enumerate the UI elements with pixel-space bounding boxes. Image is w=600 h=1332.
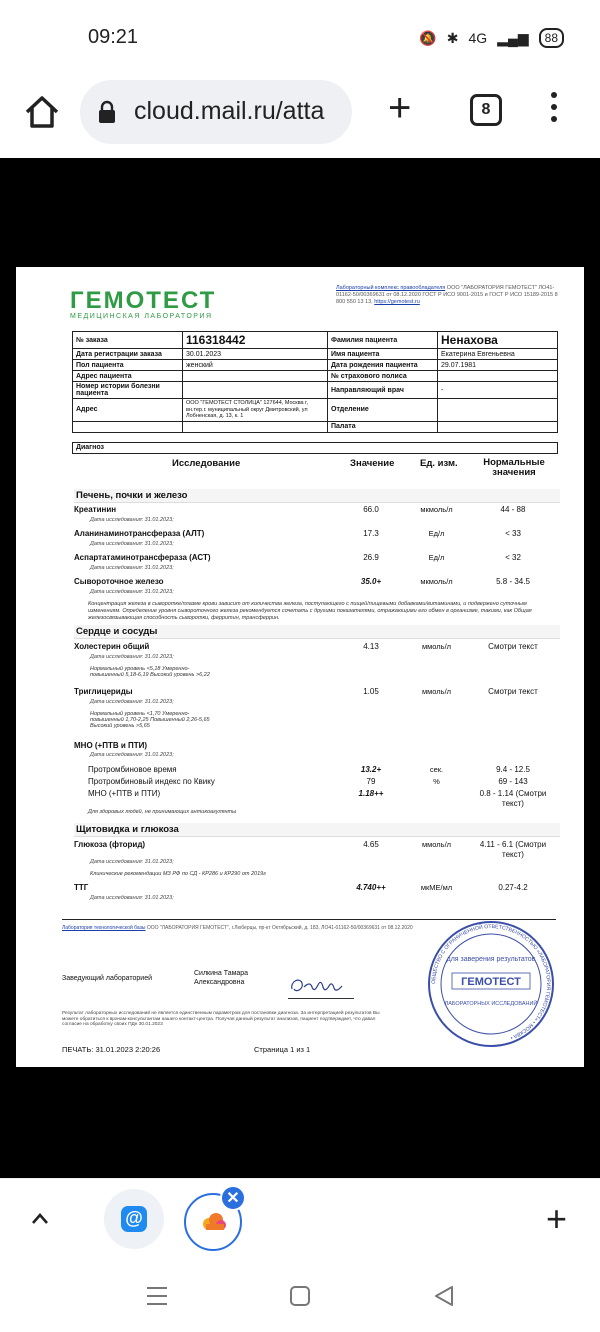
test-value-flagged: 1.18++ xyxy=(358,789,384,798)
test-name: Сывороточное железо xyxy=(74,577,164,586)
close-icon[interactable]: ✕ xyxy=(220,1185,246,1211)
test-date: Дата исследования: 31.01.2023; xyxy=(90,541,174,547)
test-value: 17.3 xyxy=(363,529,379,538)
test-unit: мкМЕ/мл xyxy=(420,883,453,892)
add-button[interactable]: + xyxy=(546,1198,568,1239)
print-date: ПЕЧАТЬ: 31.01.2023 2:20:26 xyxy=(62,1045,161,1054)
test-norm: < 32 xyxy=(505,553,521,562)
test-unit: Ед/л xyxy=(428,553,445,562)
test-value: 4.13 xyxy=(363,642,379,651)
head-label: Заведующий лабораторией xyxy=(62,975,152,982)
lab-stamp xyxy=(426,919,556,1049)
test-date: Дата исследования: 31.01.2023; xyxy=(90,859,174,865)
test-value-flagged: 35.0+ xyxy=(360,577,382,586)
svg-text:ГЕМОТЕСТ: ГЕМОТЕСТ xyxy=(461,976,521,988)
tab-switcher-button[interactable]: 8 xyxy=(470,94,502,126)
test-name: Аланинаминотрансфераза (АЛТ) xyxy=(74,529,205,538)
svg-text:для заверения результатов: для заверения результатов xyxy=(446,956,536,963)
test-name: ТТГ xyxy=(74,883,89,892)
test-unit: Ед/л xyxy=(428,529,445,538)
test-norm: 9.4 - 12.5 xyxy=(496,765,530,774)
back-icon[interactable] xyxy=(432,1284,456,1308)
test-date: Дата исследования: 31.01.2023; xyxy=(90,589,174,595)
mute-icon: 🔕 xyxy=(419,29,437,46)
test-value: 1.05 xyxy=(363,687,379,696)
test-unit: сек. xyxy=(429,765,444,774)
test-unit: ммоль/л xyxy=(421,840,452,849)
head-name: Силкина Тамара Александровна xyxy=(194,970,249,986)
chol-reference: Нормальный уровень <5,18 Умеренно-повышенный 5,18-6,19 Высокий уровень >6,22 xyxy=(90,666,210,678)
home-icon[interactable] xyxy=(22,92,62,132)
chevron-up-icon[interactable] xyxy=(30,1209,50,1229)
test-name: Протромбиновое время xyxy=(88,765,177,774)
lab-report-page xyxy=(16,267,584,1067)
col-study: Исследование xyxy=(172,458,241,469)
test-date: Дата исследования: 31.01.2023; xyxy=(90,654,174,660)
test-value: 26.9 xyxy=(363,553,379,562)
diagnosis-row: Диагноз xyxy=(72,442,558,454)
test-norm: Смотри текст xyxy=(488,687,538,696)
signal-icon: ▂▄▆ xyxy=(497,29,529,46)
bottom-app-bar xyxy=(0,1178,600,1262)
test-norm: Смотри текст xyxy=(488,642,538,651)
home-nav-icon[interactable] xyxy=(290,1286,310,1306)
test-name: Протромбиновый индекс по Квику xyxy=(88,777,215,786)
url-text: cloud.mail.ru/atta xyxy=(134,97,325,125)
address-bar[interactable] xyxy=(80,80,352,144)
test-norm: 5.8 - 34.5 xyxy=(496,577,530,586)
test-name: Аспартатаминотрансфераза (АСТ) xyxy=(74,553,211,562)
test-value: 79 xyxy=(366,777,376,786)
section-heart: Сердце и сосуды xyxy=(74,625,560,639)
col-norm: Нормальные значения xyxy=(483,457,545,478)
order-number: 116318442 xyxy=(183,332,328,349)
test-value-flagged: 4.740++ xyxy=(356,883,386,892)
tech-base-link[interactable]: Лаборатория технологической базы xyxy=(62,925,146,931)
disclaimer: Результат лабораторных исследований не является единственным параметром для постановки диагноза. За интерпретацией результатов Вы можете обратиться к врачам-консультантам нашего контакт-центра. Получая данный результат анализов, пациент подтверждает, что давал согласие на обработку своих ПДн 30.01.2023 xyxy=(62,1011,380,1028)
signature-line xyxy=(288,998,354,999)
test-date: Дата исследования: 31.01.2023; xyxy=(90,895,174,901)
iron-note: Концентрация железа в сыворотке/плазме крови зависит от количества железа, поступающего с пищей/пищевыми добавками/витаминами, и подвержено суточным изменениям. Определение уровня сывороточного железа рекомендуется сочетать с другими показателями, отражающими его обмен в организме, такими, как Общая железосвязывающая способность сыворотки, ферритин, трансферрин. xyxy=(88,601,532,621)
more-menu-icon[interactable] xyxy=(550,92,558,128)
signal-label: 4G xyxy=(468,30,488,46)
test-norm: 4.11 - 6.1 (Смотри текст) xyxy=(479,840,547,859)
license-info: Лабораторный комплекс правообладателя ООО "ЛАБОРАТОРИЯ ГЕМОТЕСТ" ЛО41-01162-50/00369631 от 08.12.2020 ГОСТ Р ИСО 9001-2015 и ГОСТ Р ИСО 15189-2015 8 800 550 13 13, https://gemotest.ru xyxy=(336,285,558,305)
test-unit: % xyxy=(433,777,440,786)
battery-icon: 88 xyxy=(539,28,564,48)
status-time: 09:21 xyxy=(88,26,139,48)
test-date: Дата исследования: 31.01.2023; xyxy=(90,565,174,571)
gemotest-logo: ГЕМОТЕСТ МЕДИЦИНСКАЯ ЛАБОРАТОРИЯ xyxy=(70,287,217,320)
lock-icon xyxy=(98,100,116,124)
test-value: 66.0 xyxy=(363,505,379,514)
status-bar xyxy=(0,0,600,74)
test-norm: 0.8 - 1.14 (Смотри текст) xyxy=(479,789,547,808)
tech-base-info: Лаборатория технологической базы ООО "ЛАБОРАТОРИЯ ГЕМОТЕСТ", г.Люберцы, пр-кт Октябрьский, д. 183, ЛО41-01162-50/00369631 от 08.12.2020 xyxy=(62,925,413,931)
recent-apps-icon[interactable] xyxy=(146,1286,168,1306)
patient-info-table: № заказа 116318442 Фамилия пациента Ненахова Дата регистрации заказа 30.01.2023 Имя пациента Екатерина Евгеньевна Пол пациента женский Дата рождения пациента 29.07.1981 Адрес пациента № страхового полиса Номер истории болезни пациента Направляющий врач - Адрес ООО "ГЕМОТЕСТ СТОЛИЦА" 127644, Москва г, вн.тер.г. муниципальный округ Дмитровский, ул Лобненская, д. 13, к. 1 Отделение Палата xyxy=(72,331,558,433)
test-norm: 0.27-4.2 xyxy=(498,883,528,892)
col-value: Значение xyxy=(350,458,395,469)
test-norm: 69 - 143 xyxy=(498,777,528,786)
mno-note: Для здоровых людей, не принимающих антикоагулянты xyxy=(88,809,237,815)
test-norm: < 33 xyxy=(505,529,521,538)
signature-image xyxy=(286,973,356,997)
section-thyroid: Щитовидка и глюкоза xyxy=(74,823,560,837)
status-icons xyxy=(419,28,564,48)
test-name: МНО (+ПТВ и ПТИ) xyxy=(88,789,161,798)
test-value: 4.65 xyxy=(363,840,379,849)
test-name: Холестерин общий xyxy=(74,642,150,651)
svg-text:ОБЩЕСТВО С ОГРАНИЧЕННОЙ ОТВЕТС: ОБЩЕСТВО С ОГРАНИЧЕННОЙ ОТВЕТСТВЕННОСТЬЮ «ЛАБОРАТОРИЯ ГЕМОТЕСТ» • МОСКВА • xyxy=(430,923,552,1041)
test-name: Триглицериды xyxy=(74,687,133,696)
new-tab-button[interactable]: + xyxy=(388,86,412,130)
mail-at-icon: @ xyxy=(121,1206,147,1232)
mail-app-button[interactable] xyxy=(104,1189,164,1249)
bluetooth-icon: ✱ xyxy=(446,29,459,46)
patient-surname: Ненахова xyxy=(438,332,558,349)
cloud-icon xyxy=(200,1211,228,1233)
test-name: Глюкоза (фторид) xyxy=(74,840,146,849)
svg-text:ЛАБОРАТОРНЫХ ИССЛЕДОВАНИЙ: ЛАБОРАТОРНЫХ ИССЛЕДОВАНИЙ xyxy=(444,1001,538,1007)
page-number: Страница 1 из 1 xyxy=(254,1045,311,1054)
gemotest-site-link[interactable]: https://gemotest.ru xyxy=(374,299,420,305)
test-date: Дата исследования: 31.01.2023; xyxy=(90,752,174,758)
test-unit: мкмоль/л xyxy=(420,505,453,514)
browser-toolbar xyxy=(0,74,600,158)
section-liver: Печень, почки и железо xyxy=(74,489,560,503)
test-value-flagged: 13.2+ xyxy=(360,765,382,774)
test-group-title: МНО (+ПТВ и ПТИ) xyxy=(74,741,148,750)
col-unit: Ед. изм. xyxy=(420,458,458,469)
system-nav-bar xyxy=(0,1262,600,1332)
test-date: Дата исследования: 31.01.2023; xyxy=(90,699,174,705)
test-norm: 44 - 88 xyxy=(500,505,526,514)
gluc-note: Клинические рекомендации МЗ РФ по СД - КР286 и КР290 от 2019г xyxy=(90,871,266,877)
trig-reference: Нормальный уровень <1,70 Умеренно-повышенный 1,70-2,25 Повышенный 2,26-5,65 Высокий уровень >5,65 xyxy=(90,711,210,729)
test-name: Креатинин xyxy=(74,505,117,514)
test-unit: ммоль/л xyxy=(421,642,452,651)
license-link[interactable]: Лабораторный комплекс правообладателя xyxy=(336,285,446,291)
test-date: Дата исследования: 31.01.2023; xyxy=(90,517,174,523)
test-unit: мкмоль/л xyxy=(420,577,453,586)
test-unit: ммоль/л xyxy=(421,687,452,696)
